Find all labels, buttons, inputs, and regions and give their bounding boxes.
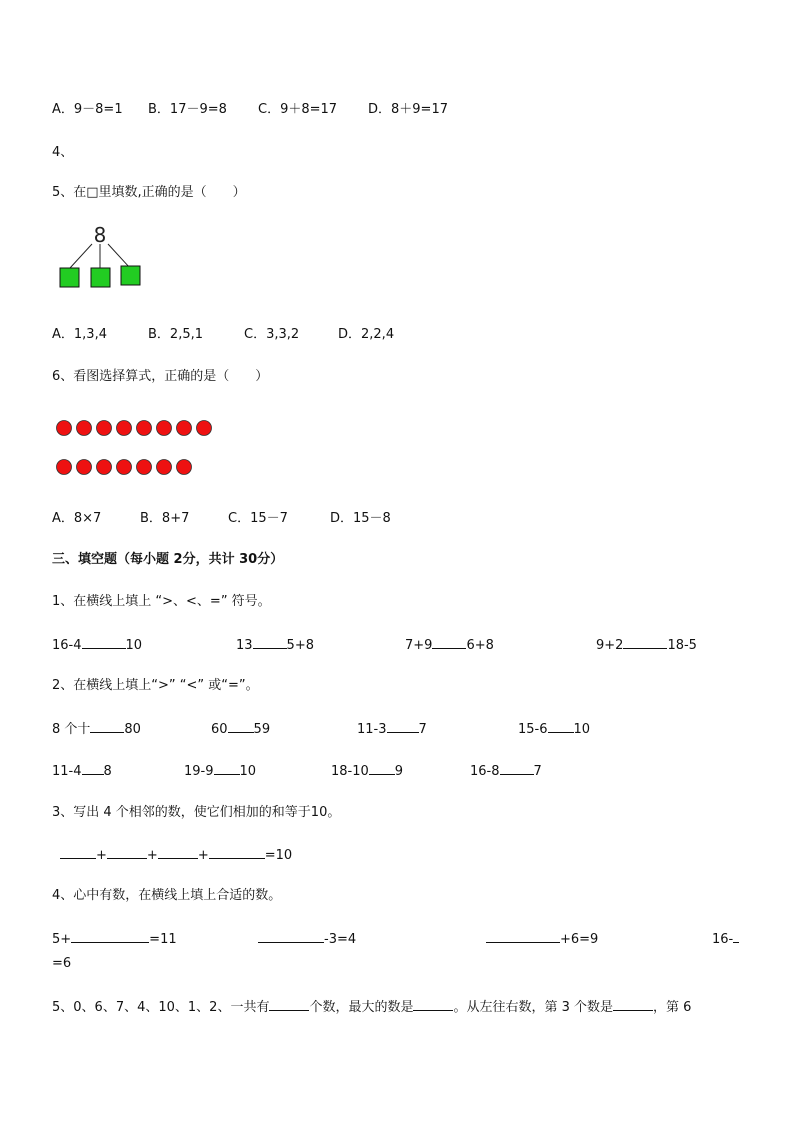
f3-blank-2[interactable] <box>107 847 147 859</box>
f4-blank-1[interactable] <box>71 931 149 943</box>
q4-option-b: B．17－9=8 <box>148 102 227 117</box>
f2-left: 15-6 <box>518 722 548 737</box>
f5-blank-3[interactable] <box>613 999 653 1011</box>
f5-blank-1[interactable] <box>269 999 309 1011</box>
f2-right: 10 <box>573 722 591 737</box>
f2-item-2 <box>211 721 270 738</box>
f4-stem: 4、心中有数，在横线上填上合适的数。 <box>52 888 282 903</box>
q4-option-a: A．9－8=1 <box>52 102 123 117</box>
f2-right: 80 <box>124 722 141 737</box>
f1-item-3 <box>405 637 494 654</box>
red-dot-row1 <box>197 421 212 436</box>
f2-stem: 2、在横线上填上“>” “<” 或“=”。 <box>52 678 259 693</box>
f2-item-3 <box>357 721 427 738</box>
f2-right: 9 <box>394 764 404 779</box>
q5-option-b: B．2,5,1 <box>148 327 203 342</box>
f1-blank-3[interactable] <box>432 637 466 649</box>
f2-item-1 <box>52 721 141 738</box>
f1-item-4 <box>596 637 697 654</box>
f1-blank-2[interactable] <box>253 637 287 649</box>
f3-blank-1[interactable] <box>60 847 96 859</box>
q6-option-a: A．8×7 <box>52 511 102 526</box>
f2-item-5 <box>52 763 112 780</box>
f2-left: 19-9 <box>184 764 214 779</box>
red-dot-row1 <box>97 421 112 436</box>
plus-sign: + <box>146 848 158 863</box>
f2-item-8 <box>470 763 542 780</box>
f2-left: 16-8 <box>470 764 500 779</box>
plus-sign: + <box>96 848 107 863</box>
f4-blank-2[interactable] <box>258 931 324 943</box>
f1-right: 18-5 <box>667 638 697 653</box>
q6-option-b: B．8+7 <box>140 511 190 526</box>
q4-option-c: C．9＋8=17 <box>258 102 338 117</box>
red-dot-row1 <box>137 421 152 436</box>
q5-stem: 5、在□里填数,正确的是（ ） <box>52 185 246 200</box>
f2-left: 8 个十 <box>52 722 91 737</box>
f5-text-2: 个数，最大的数是 <box>309 1000 414 1015</box>
red-dot-row1 <box>77 421 92 436</box>
plus-sign: + <box>197 848 209 863</box>
q5-option-d: D．2,2,4 <box>338 327 395 342</box>
red-dot-row1 <box>177 421 192 436</box>
f4-wrap: =6 <box>52 956 72 971</box>
number-split-figure <box>54 222 146 292</box>
f1-right: 10 <box>125 638 143 653</box>
red-dot-row2 <box>117 460 132 475</box>
f4-item-4 <box>712 931 739 948</box>
f4-left: 16- <box>712 932 734 947</box>
q5-option-c: C．3,3,2 <box>244 327 300 342</box>
f4-left: 5+ <box>52 932 72 947</box>
f1-left: 13 <box>236 638 253 653</box>
f4-blank-3[interactable] <box>486 931 560 943</box>
f2-left: 11-4 <box>52 764 82 779</box>
f5-blank-2[interactable] <box>413 999 453 1011</box>
figure-number: 8 <box>93 223 107 247</box>
f2-right: 7 <box>533 764 542 779</box>
f2-blank-5[interactable] <box>82 763 104 775</box>
f4-item-2 <box>258 931 356 948</box>
section3-heading: 三、填空题（每小题 2分，共计 30分） <box>52 552 284 567</box>
f2-blank-3[interactable] <box>387 721 419 733</box>
f4-blank-4[interactable] <box>733 931 739 943</box>
f1-blank-1[interactable] <box>82 637 126 649</box>
f5-text-3: 。从左往右数，第 3 个数是 <box>453 1000 614 1015</box>
red-dot-row1 <box>117 421 132 436</box>
f2-blank-4[interactable] <box>548 721 574 733</box>
f4-item-3 <box>486 931 598 948</box>
f1-left: 16-4 <box>52 638 82 653</box>
red-dot-row2 <box>97 460 112 475</box>
dots-figure <box>56 418 216 480</box>
red-dot-row2 <box>57 460 72 475</box>
red-dot-row2 <box>157 460 172 475</box>
f5-text-1: 5、0、6、7、4、10、1、2、一共有 <box>52 1000 270 1015</box>
f1-blank-4[interactable] <box>623 637 667 649</box>
f4-item-1 <box>52 931 177 948</box>
f2-left: 60 <box>211 722 228 737</box>
f2-right: 59 <box>253 722 271 737</box>
split-line-right <box>108 244 130 268</box>
f4-right: -3=4 <box>324 932 357 947</box>
f2-item-7 <box>331 763 403 780</box>
f1-left: 7+9 <box>405 638 433 653</box>
f2-item-4 <box>518 721 590 738</box>
f3-stem: 3、写出 4 个相邻的数，使它们相加的和等于10。 <box>52 805 341 820</box>
q5-option-a: A．1,3,4 <box>52 327 107 342</box>
f2-blank-8[interactable] <box>500 763 534 775</box>
f2-left: 18-10 <box>331 764 369 779</box>
answer-box-2 <box>91 268 110 287</box>
f3-blank-4[interactable] <box>209 847 265 859</box>
q6-stem: 6、看图选择算式，正确的是（ ） <box>52 369 269 384</box>
f3-result: =10 <box>264 848 293 863</box>
red-dot-row1 <box>57 421 72 436</box>
f2-left: 11-3 <box>357 722 387 737</box>
f2-right: 8 <box>103 764 112 779</box>
red-dot-row2 <box>77 460 92 475</box>
answer-box-3 <box>121 266 140 285</box>
f2-right: 7 <box>418 722 427 737</box>
f1-right: 5+8 <box>286 638 314 653</box>
split-line-left <box>70 244 92 268</box>
f2-blank-1[interactable] <box>90 721 124 733</box>
f4-right: +6=9 <box>560 932 599 947</box>
f2-right: 10 <box>239 764 257 779</box>
f1-left: 9+2 <box>596 638 624 653</box>
f2-blank-7[interactable] <box>369 763 395 775</box>
f1-item-1 <box>52 637 142 654</box>
f1-item-2 <box>236 637 314 654</box>
q6-option-c: C．15－7 <box>228 511 288 526</box>
f3-blank-3[interactable] <box>158 847 198 859</box>
red-dot-row2 <box>177 460 192 475</box>
answer-box-1 <box>60 268 79 287</box>
red-dot-row1 <box>157 421 172 436</box>
q4-label: 4、 <box>52 145 74 160</box>
f3-equation <box>60 847 292 864</box>
f5-line <box>52 999 691 1016</box>
f1-right: 6+8 <box>466 638 494 653</box>
f4-right: =11 <box>149 932 177 947</box>
f2-blank-6[interactable] <box>214 763 240 775</box>
f2-item-6 <box>184 763 256 780</box>
q4-option-d: D．8＋9=17 <box>368 102 448 117</box>
q6-option-d: D．15－8 <box>330 511 391 526</box>
f2-blank-2[interactable] <box>228 721 254 733</box>
f1-stem: 1、在横线上填上 “>、<、=” 符号。 <box>52 594 271 609</box>
f5-text-4: ，第 6 <box>653 1000 692 1015</box>
red-dot-row2 <box>137 460 152 475</box>
